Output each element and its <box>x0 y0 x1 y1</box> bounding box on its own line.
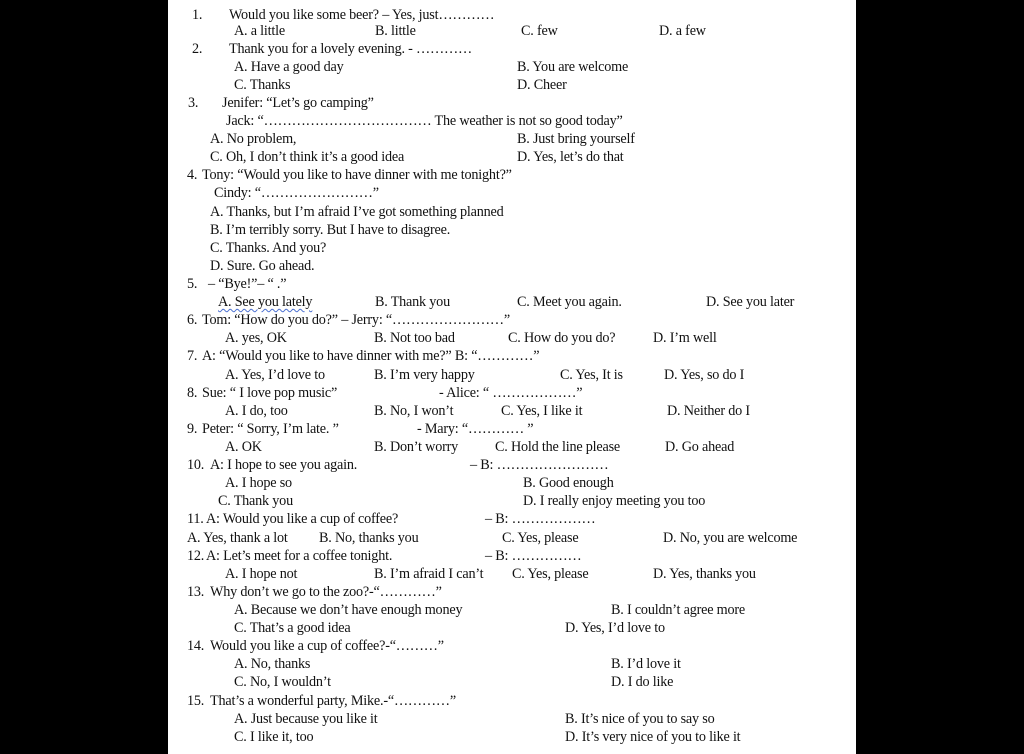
question-subtext: Cindy: “……………………” <box>214 185 379 201</box>
option-d: D. Go ahead <box>665 439 735 455</box>
question-number: 11. <box>187 511 204 527</box>
question-number: 7. <box>187 348 198 364</box>
question-text: That’s a wonderful party, Mike.-“…………” <box>210 693 456 709</box>
option-d: D. It’s very nice of you to like it <box>565 729 741 745</box>
question-number: 12. <box>187 548 205 564</box>
option-c: C. Yes, It is <box>560 367 623 383</box>
question-response: – B: ……………… <box>485 511 596 527</box>
question-text: A: Let’s meet for a coffee tonight. <box>206 548 393 564</box>
option-a: A. Thanks, but I’m afraid I’ve got something planned <box>210 204 504 220</box>
option-a: A. yes, OK <box>225 330 287 346</box>
option-d: D. Yes, I’d love to <box>565 620 665 636</box>
question-number: 2. <box>192 41 203 57</box>
option-d: D. I really enjoy meeting you too <box>523 493 706 509</box>
option-a: A. OK <box>225 439 262 455</box>
option-a: A. I hope not <box>225 566 298 582</box>
option-c: C. That’s a good idea <box>234 620 351 636</box>
option-c: C. How do you do? <box>508 330 616 346</box>
option-d: D. Yes, so do I <box>664 367 745 383</box>
option-b: B. No, I won’t <box>374 403 454 419</box>
option-c: C. Yes, please <box>512 566 589 582</box>
question-response: - Alice: “ ………………” <box>439 385 583 401</box>
question-number: 3. <box>188 95 199 111</box>
question-text: Peter: “ Sorry, I’m late. ” <box>202 421 339 437</box>
document-page <box>168 0 856 754</box>
option-d: D. I’m well <box>653 330 717 346</box>
option-c: C. Yes, please <box>502 530 579 546</box>
question-text: A: “Would you like to have dinner with me?” B: “…………” <box>202 348 540 364</box>
question-number: 1. <box>192 7 203 23</box>
question-number: 14. <box>187 638 205 654</box>
option-d: D. a few <box>659 23 706 39</box>
option-a: A. Just because you like it <box>234 711 378 727</box>
option-a: A. I hope so <box>225 475 292 491</box>
question-response: – B: …………………… <box>470 457 609 473</box>
option-b: B. You are welcome <box>517 59 629 75</box>
question-number: 4. <box>187 167 198 183</box>
option-c: C. Hold the line please <box>495 439 621 455</box>
option-c: C. I like it, too <box>234 729 314 745</box>
question-text: A: Would you like a cup of coffee? <box>206 511 399 527</box>
option-b: B. I’d love it <box>611 656 681 672</box>
option-d: D. See you later <box>706 294 795 310</box>
question-text: Would you like some beer? – Yes, just………… <box>229 7 495 23</box>
option-b: B. I couldn’t agree more <box>611 602 746 618</box>
option-c: C. Yes, I like it <box>501 403 583 419</box>
option-c: C. No, I wouldn’t <box>234 674 331 690</box>
question-number: 13. <box>187 584 205 600</box>
question-text: Tom: “How do you do?” – Jerry: “……………………” <box>202 312 510 328</box>
option-c: C. few <box>521 23 558 39</box>
option-a: A. No, thanks <box>234 656 311 672</box>
option-d: D. Yes, thanks you <box>653 566 756 582</box>
option-b: B. No, thanks you <box>319 530 419 546</box>
option-a: A. Have a good day <box>234 59 344 75</box>
question-number: 9. <box>187 421 198 437</box>
option-c: C. Thanks <box>234 77 291 93</box>
option-b: B. I’m afraid I can’t <box>374 566 484 582</box>
question-text: Sue: “ I love pop music” <box>202 385 338 401</box>
option-b: B. little <box>375 23 416 39</box>
option-d: D. No, you are welcome <box>663 530 798 546</box>
option-b: B. Not too bad <box>374 330 455 346</box>
question-text: A: I hope to see you again. <box>210 457 358 473</box>
question-text: Thank you for a lovely evening. - ………… <box>229 41 472 57</box>
question-response: – B: …………… <box>485 548 582 564</box>
question-text: – “Bye!”– “ .” <box>208 276 287 292</box>
question-number: 5. <box>187 276 198 292</box>
option-c: C. Thanks. And you? <box>210 240 327 256</box>
option-b: B. Don’t worry <box>374 439 459 455</box>
question-response: - Mary: “………… ” <box>417 421 534 437</box>
question-number: 6. <box>187 312 198 328</box>
question-text: Would you like a cup of coffee?-“………” <box>210 638 444 654</box>
option-d: D. I do like <box>611 674 674 690</box>
option-a: A. a little <box>234 23 285 39</box>
option-a: A. Yes, I’d love to <box>225 367 325 383</box>
option-c: C. Thank you <box>218 493 293 509</box>
option-d: D. Sure. Go ahead. <box>210 258 315 274</box>
question-subtext: Jack: “……………………………… The weather is not so good today” <box>226 113 623 129</box>
option-a: A. See you lately <box>218 294 313 310</box>
option-a: A. Yes, thank a lot <box>187 530 288 546</box>
option-d: D. Cheer <box>517 77 567 93</box>
question-text: Tony: “Would you like to have dinner with me tonight?” <box>202 167 512 183</box>
question-number: 15. <box>187 693 205 709</box>
option-b: B. Just bring yourself <box>517 131 635 147</box>
option-c: C. Oh, I don’t think it’s a good idea <box>210 149 405 165</box>
question-text: Jenifer: “Let’s go camping” <box>222 95 374 111</box>
option-d: D. Neither do I <box>667 403 750 419</box>
option-b: B. It’s nice of you to say so <box>565 711 715 727</box>
option-d: D. Yes, let’s do that <box>517 149 624 165</box>
option-a: A. Because we don’t have enough money <box>234 602 463 618</box>
question-number: 8. <box>187 385 198 401</box>
option-a: A. No problem, <box>210 131 297 147</box>
option-b: B. Thank you <box>375 294 450 310</box>
question-text: Why don’t we go to the zoo?-“…………” <box>210 584 442 600</box>
option-c: C. Meet you again. <box>517 294 622 310</box>
option-b: B. I’m very happy <box>374 367 475 383</box>
option-b: B. I’m terribly sorry. But I have to disagree. <box>210 222 451 238</box>
option-a: A. I do, too <box>225 403 288 419</box>
question-number: 10. <box>187 457 205 473</box>
option-b: B. Good enough <box>523 475 614 491</box>
